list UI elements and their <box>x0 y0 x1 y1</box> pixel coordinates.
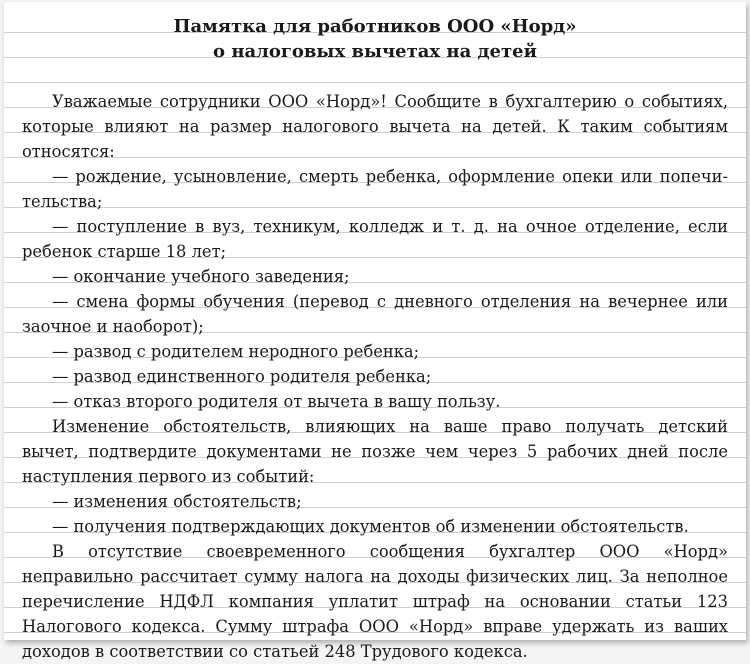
event-item-graduation: — окончание учебного заведения; <box>52 267 350 286</box>
event-item-divorce-stepparent: — развод с родителем неродного ребенка; <box>52 342 420 361</box>
deadline-paragraph: Изменение обстоятельств, влияющих на ваше право получать детский вычет, подтвердите документами не позже чем через 5 рабочих дней после наступления первого из событий: <box>22 417 728 486</box>
memo-title-line-1: Памятка для работников ООО «Норд» <box>173 16 577 37</box>
event-item-birth: — рождение, усыновление, смерть ребенка, оформление опеки или попечительства; <box>22 167 728 211</box>
penalty-paragraph: В отсутствие своевременного сообщения бухгалтер ООО «Норд» неправильно рассчитает сумму налога на доходы физических лиц. За неполное перечисление НДФЛ компания уплатит штраф на основании статьи 123 Налогового кодекса. Сумму штрафа ООО «Норд» вправе удержать из ваших доходов в соответствии со статьей 248 Трудового кодекса. <box>22 542 728 661</box>
deadline-item-circumstances: — изменения обстоятельств; <box>52 492 302 511</box>
event-item-divorce-single-parent: — развод единственного родителя ребенка; <box>52 367 432 386</box>
memo-title <box>22 14 728 64</box>
deadline-item-documents: — получения подтверждающих документов об изменении обстоятельств. <box>52 517 689 536</box>
memo-body <box>22 89 728 664</box>
intro-paragraph: Уважаемые сотрудники ООО «Норд»! Сообщите в бухгалтерию о событиях, которые влияют на размер налогового вычета на детей. К таким событиям относятся: <box>22 92 728 161</box>
event-item-university: — поступление в вуз, техникум, колледж и т. д. на очное отделение, если ребенок старше 18 лет; <box>22 217 728 261</box>
memo-sheet <box>4 2 746 661</box>
event-item-study-form: — смена формы обучения (перевод с дневного отделения на вечернее или заочное и наоборот); <box>22 292 728 336</box>
event-item-refusal: — отказ второго родителя от вычета в вашу пользу. <box>52 392 501 411</box>
memo-title-line-2: о налоговых вычетах на детей <box>213 41 537 62</box>
